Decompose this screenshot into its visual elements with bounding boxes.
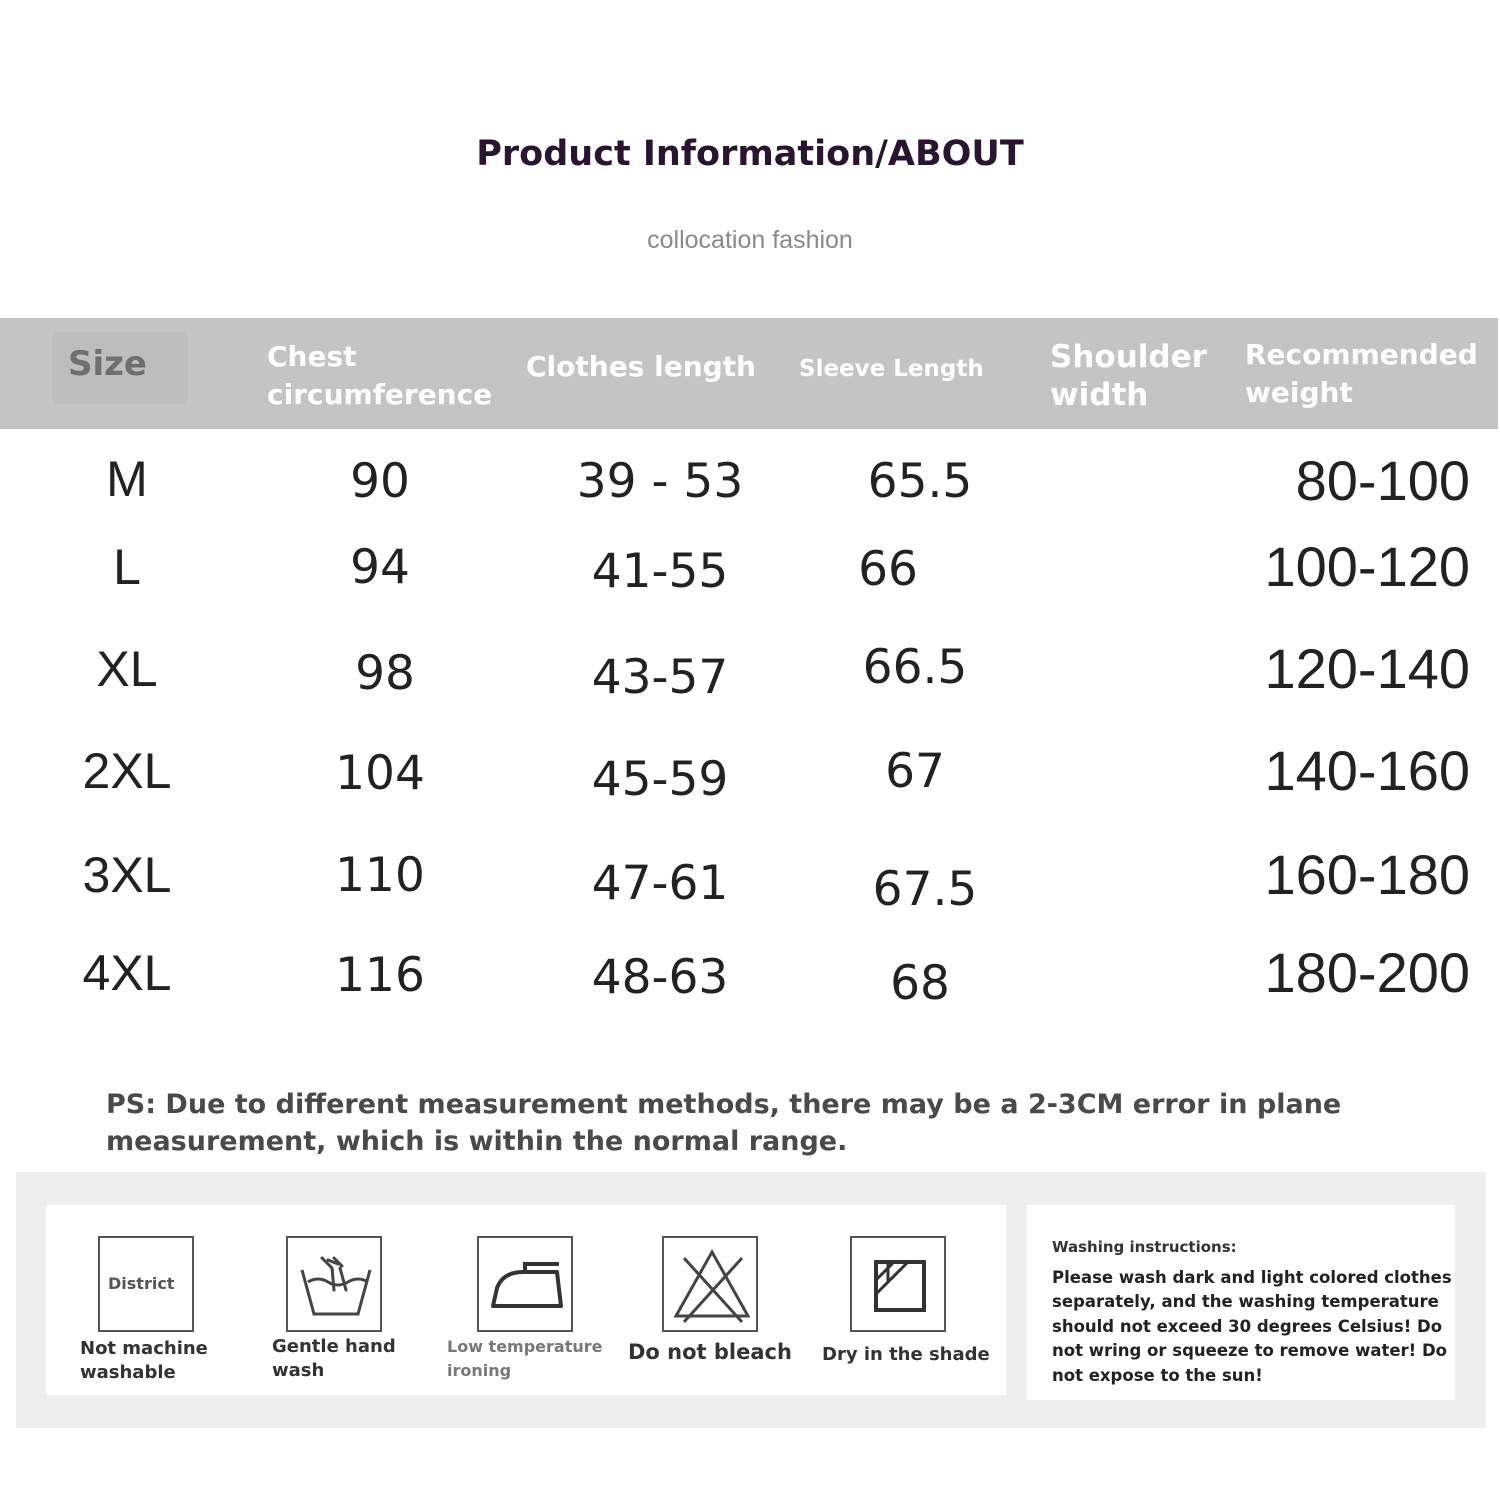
care-label-hand-wash: Gentle hand wash [272,1336,396,1381]
cell-sleeve: 66.5 [862,640,968,695]
care-label-dry-shade: Dry in the shade [822,1344,990,1365]
page-title: Product Information/ABOUT [476,134,1024,174]
cell-chest: 94 [350,540,410,595]
cell-length: 45-59 [591,752,729,807]
cell-size: XL [96,641,158,697]
table-row [0,739,1500,822]
cell-chest: 98 [355,646,415,701]
dry-shade-icon [850,1236,946,1332]
no-bleach-icon [662,1236,758,1332]
cell-size: M [106,451,148,507]
page-subtitle: collocation fashion [647,226,853,254]
cell-size: 4XL [82,945,172,1001]
washing-title: Washing instructions: [1052,1238,1237,1256]
table-row [0,637,1500,720]
hand-wash-icon [286,1236,382,1332]
care-label-not-machine-washable: Not machine washable [80,1338,208,1383]
cell-chest: 104 [335,746,425,801]
iron-low-icon [477,1236,573,1332]
cell-sleeve: 68 [890,956,950,1011]
cell-weight: 180-200 [1264,941,1470,1004]
cell-size: 2XL [82,743,172,799]
table-row [0,843,1500,926]
column-header-length: Clothes length [526,350,756,383]
column-header-size: Size [68,344,147,384]
cell-sleeve: 67.5 [872,862,978,917]
cell-weight: 140-160 [1264,739,1470,802]
cell-chest: 90 [350,454,410,509]
district-icon [98,1236,194,1332]
column-header-sleeve: Sleeve Length [799,356,984,382]
cell-length: 48-63 [591,950,729,1005]
cell-chest: 116 [335,948,425,1003]
care-label-low-temp-ironing: Low temperature ironing [447,1337,603,1380]
table-row [0,941,1500,1024]
cell-sleeve: 67 [885,744,945,799]
cell-length: 43-57 [591,650,729,705]
column-header-chest: Chest circumference [267,340,493,411]
cell-size: L [113,539,141,595]
cell-sleeve: 66 [858,542,918,597]
cell-size: 3XL [82,847,172,903]
cell-weight: 120-140 [1264,637,1470,700]
table-row [0,450,1500,530]
table-row [0,535,1500,618]
cell-weight: 80-100 [1295,449,1470,512]
cell-length: 41-55 [591,544,729,599]
cell-weight: 100-120 [1264,535,1470,598]
cell-sleeve: 65.5 [867,454,973,509]
district-icon-text: District [108,1274,175,1293]
cell-chest: 110 [335,848,425,903]
column-header-weight: Recommended weight [1245,338,1478,409]
cell-length: 39 - 53 [576,454,744,509]
cell-length: 47-61 [591,856,729,911]
washing-text: Please wash dark and light colored clothes separately, and the washing temperature should not exceed 30 degrees Celsius! Do not wring or squeeze to remove water! Do not expose to the sun! [1052,1268,1452,1385]
measurement-note: PS: Due to different measurement methods, there may be a 2-3CM error in plane measurement, which is within the normal range. [106,1089,1342,1157]
care-label-no-bleach: Do not bleach [628,1340,792,1364]
column-header-shoulder: Shoulder width [1050,339,1207,413]
cell-weight: 160-180 [1264,843,1470,906]
